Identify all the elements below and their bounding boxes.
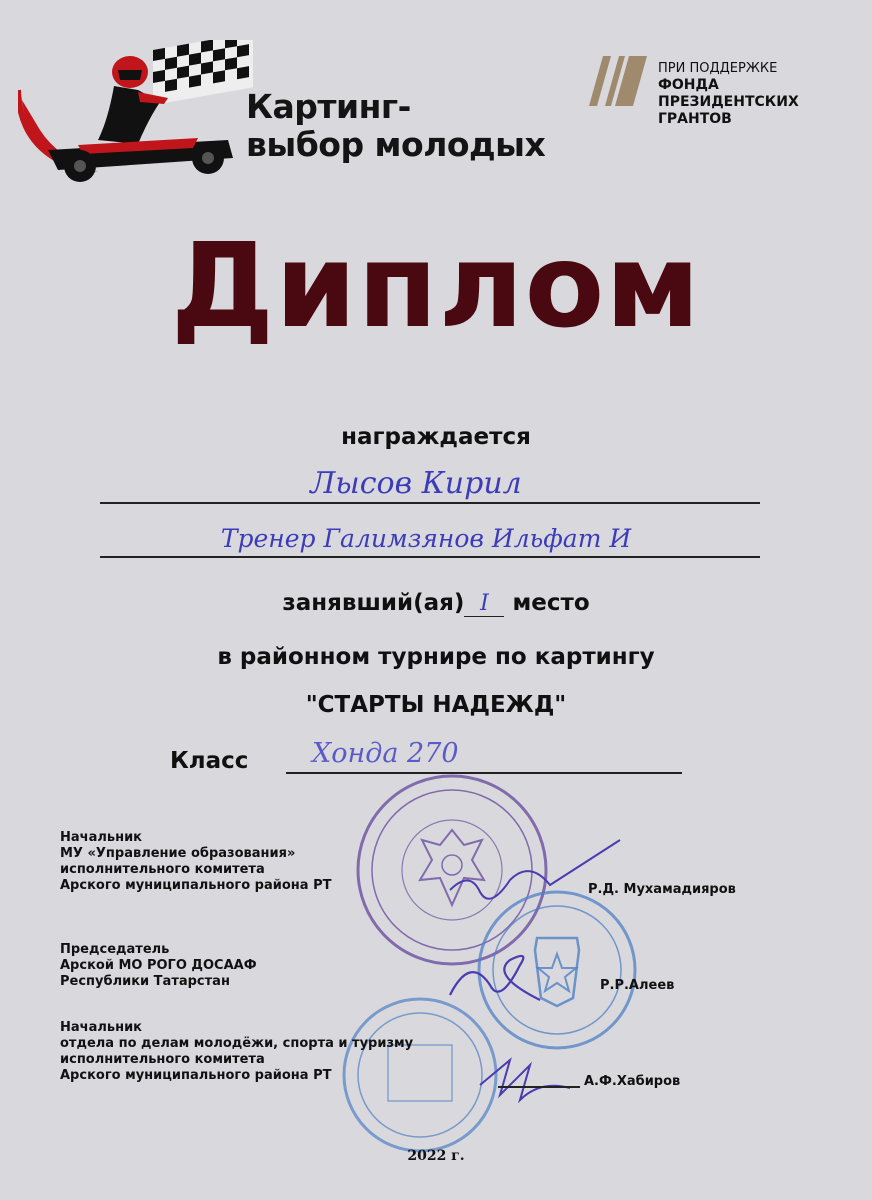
logo-title-line2: выбор молодых	[246, 125, 546, 164]
recipient-name: Лысов Кирил	[310, 466, 522, 501]
signature-block-3	[60, 1020, 413, 1084]
class-value: Хонда 270	[312, 738, 459, 769]
fund-line1: ПРИ ПОДДЕРЖКЕ	[658, 61, 778, 76]
signature-1-line1: Начальник	[60, 830, 143, 845]
signature-3-name: А.Ф.Хабиров	[584, 1074, 681, 1089]
fund-line3: ПРЕЗИДЕНТСКИХ	[658, 94, 799, 110]
event-name: "СТАРТЫ НАДЕЖД"	[305, 692, 567, 718]
fund-line4: ГРАНТОВ	[658, 111, 732, 127]
coach-name: Тренер Галимзянов Ильфат И	[220, 524, 632, 553]
awarded-label: награждается	[341, 424, 531, 450]
event-line: в районном турнире по картингу	[217, 644, 655, 670]
signature-3-icon	[470, 1040, 590, 1110]
place-suffix: место	[512, 590, 590, 616]
signature-1-line4: Арского муниципального района РТ	[60, 878, 332, 893]
coach-underline	[100, 556, 760, 558]
signature-block-2	[60, 942, 257, 990]
signature-1-name: Р.Д. Мухамадияров	[588, 882, 736, 897]
presidential-grants-fund-icon	[585, 52, 651, 110]
signature-3-line4: Арского муниципального района РТ	[60, 1068, 332, 1083]
year: 2022 г.	[407, 1148, 465, 1164]
signature-3-line3: исполнительного комитета	[60, 1052, 265, 1067]
place-prefix: занявший(ая)	[282, 590, 465, 616]
signature-1-icon	[440, 830, 640, 910]
signature-3-underline	[498, 1086, 580, 1088]
class-label: Класс	[170, 748, 249, 774]
signature-2-line3: Республики Татарстан	[60, 974, 230, 989]
signature-3-line1: Начальник	[60, 1020, 143, 1035]
signature-2-icon	[440, 945, 560, 1015]
signature-2-name: Р.Р.Алеев	[600, 978, 675, 993]
signature-block-1	[60, 830, 331, 894]
logo-title-line1: Картинг-	[246, 87, 411, 126]
diploma-title: Диплом	[170, 219, 702, 354]
karting-logo-icon	[18, 40, 258, 190]
signature-3-line2: отдела по делам молодёжи, спорта и туризму	[60, 1036, 414, 1051]
signature-2-line2: Арской МО РОГО ДОСААФ	[60, 958, 257, 973]
fund-text	[658, 60, 799, 128]
signature-2-line1: Председатель	[60, 942, 170, 957]
signature-1-line3: исполнительного комитета	[60, 862, 265, 877]
signature-1-line2: МУ «Управление образования»	[60, 846, 296, 861]
recipient-underline	[100, 502, 760, 504]
fund-line2: ФОНДА	[658, 77, 719, 93]
place-value: I	[464, 591, 504, 617]
logo-title	[246, 88, 545, 164]
place-line	[0, 590, 872, 617]
